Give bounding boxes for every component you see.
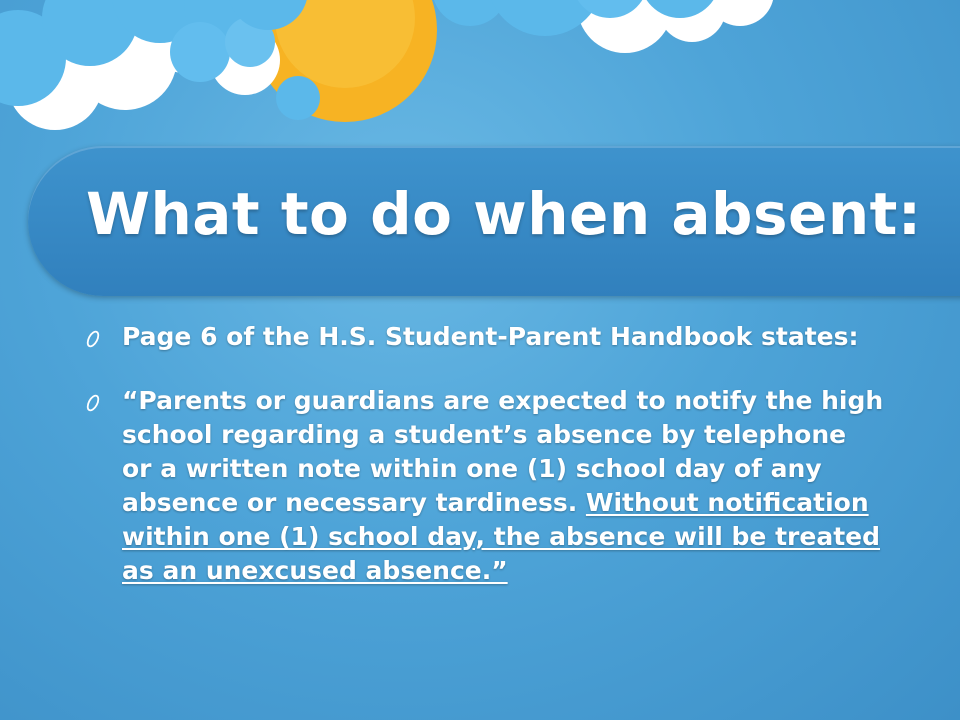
oval-bullet-icon [86, 393, 100, 413]
bullet-text: “Parents or guardians are expected to notify the high school regarding a student’s absence by telephone or a written note within one (1) school day of any absence or necessary tardiness. [122, 386, 884, 517]
bullet-policy-quote [84, 384, 884, 588]
slide-title: What to do when absent: [86, 180, 922, 248]
bullet-text: Page 6 of the H.S. Student-Parent Handbook states: [122, 322, 859, 351]
bullet-handbook-reference [84, 320, 884, 354]
oval-bullet-icon [86, 329, 100, 349]
bullet-list [84, 320, 884, 618]
bullet-underlined-text: Without notification within one (1) school day, the absence will be treated as an unexcused absence.” [122, 488, 880, 585]
